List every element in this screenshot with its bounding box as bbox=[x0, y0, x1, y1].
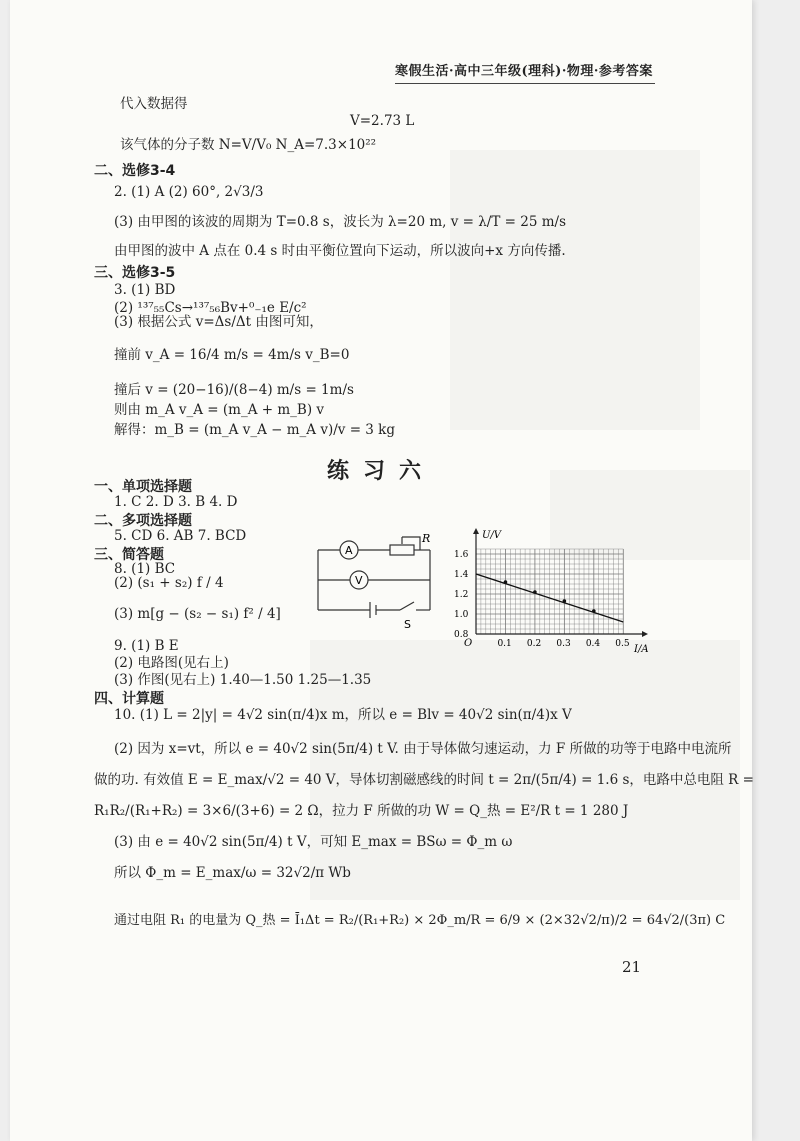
text-line: (3) 由甲图的该波的周期为 T=0.8 s，波长为 λ=20 m, v = λ/T = 25 m/s bbox=[114, 214, 566, 230]
y-tick-label: 1.6 bbox=[454, 550, 469, 560]
data-point bbox=[533, 590, 537, 594]
section-heading: 一、单项选择题 bbox=[94, 479, 192, 495]
graph-grid bbox=[476, 549, 623, 634]
page bbox=[10, 0, 752, 1141]
text-line: 该气体的分子数 N=V/V₀ N_A=7.3×10²² bbox=[120, 137, 377, 153]
section-heading: 三、简答题 bbox=[94, 547, 164, 563]
text-line: V=2.73 L bbox=[350, 113, 415, 129]
data-point bbox=[592, 609, 596, 613]
text-line: (3) 根据公式 v=Δs/Δt 由图可知， bbox=[114, 314, 323, 330]
text-line: (3) m[g − (s₂ − s₁) f² / 4] bbox=[114, 606, 281, 622]
section-heading: 二、选修3-4 bbox=[94, 163, 176, 179]
text-line: 1. C 2. D 3. B 4. D bbox=[114, 494, 238, 510]
switch-label: S bbox=[404, 618, 411, 631]
section-heading: 二、多项选择题 bbox=[94, 513, 192, 529]
text-line: 10. (1) L = 2|y| = 4√2 sin(π/4)x m，所以 e = Blv = 40√2 sin(π/4)x V bbox=[114, 707, 572, 723]
graph-axes bbox=[473, 528, 648, 637]
text-line: 9. (1) B E bbox=[114, 638, 179, 654]
text-line: 做的功. 有效值 E = E_max/√2 = 40 V，导体切割磁感线的时间 t = 2π/(5π/4) = 1.6 s，电路中总电阻 R = bbox=[94, 772, 754, 788]
section-title: 练习六 bbox=[326, 458, 435, 484]
text-line: 3. (1) BD bbox=[114, 282, 176, 298]
y-tick-label: 1.2 bbox=[454, 590, 469, 600]
running-header: 寒假生活·高中三年级(理科)·物理·参考答案 bbox=[395, 64, 653, 79]
text-line: 5. CD 6. AB 7. BCD bbox=[114, 528, 247, 544]
circuit-diagram bbox=[310, 532, 445, 632]
page-number: 21 bbox=[622, 958, 642, 976]
x-tick-label: 0.1 bbox=[497, 639, 512, 649]
data-point bbox=[504, 580, 508, 584]
graph-ticks bbox=[454, 530, 649, 655]
text-line: 撞后 v = (20−16)/(8−4) m/s = 1m/s bbox=[114, 382, 354, 398]
section-heading: 四、计算题 bbox=[94, 691, 164, 707]
ui-graph bbox=[446, 526, 656, 656]
y-tick-label: 0.8 bbox=[454, 630, 469, 640]
text-line: 所以 Φ_m = E_max/ω = 32√2/π Wb bbox=[114, 865, 351, 881]
x-tick-label: 0.4 bbox=[585, 639, 601, 649]
voltmeter-label: V bbox=[355, 574, 363, 587]
x-tick-label: 0.5 bbox=[615, 639, 630, 649]
origin-label: O bbox=[464, 638, 473, 649]
text-line: (2) (s₁ + s₂) f / 4 bbox=[114, 575, 224, 591]
y-axis-label: U/V bbox=[482, 530, 502, 541]
data-point bbox=[563, 599, 567, 603]
text-line: (2) 电路图(见右上) bbox=[114, 655, 229, 671]
x-axis-arrow bbox=[642, 631, 648, 637]
text-line: 解得：m_B = (m_A v_A − m_A v)/v = 3 kg bbox=[114, 422, 396, 438]
text-line: 2. (1) A (2) 60°, 2√3/3 bbox=[114, 184, 264, 200]
section-heading: 三、选修3-5 bbox=[94, 265, 176, 281]
header-rule bbox=[395, 83, 655, 84]
text-line: 撞前 v_A = 16/4 m/s = 4m/s v_B=0 bbox=[114, 347, 350, 363]
text-line: (2) ¹³⁷₅₅Cs→¹³⁷₅₆Bv+⁰₋₁e E/c² bbox=[114, 300, 307, 316]
text-line: 由甲图的波中 A 点在 0.4 s 时由平衡位置向下运动，所以波向+x 方向传播. bbox=[114, 243, 566, 259]
x-tick-label: 0.3 bbox=[556, 639, 571, 649]
x-tick-label: 0.2 bbox=[526, 639, 542, 649]
text-line: 代入数据得 bbox=[120, 96, 188, 112]
text-line: (2) 因为 x=vt，所以 e = 40√2 sin(5π/4) t V. 由于导体做匀速运动，力 F 所做的功等于电路中电流所 bbox=[114, 741, 732, 757]
text-line: (3) 由 e = 40√2 sin(5π/4) t V，可知 E_max = BSω = Φ_m ω bbox=[114, 834, 513, 850]
text-line: 通过电阻 R₁ 的电量为 Q_热 = Ī₁Δt = R₂/(R₁+R₂) × 2Φ_m/R = 6/9 × (2×32√2/π)/2 = 64√2/(3π) C bbox=[114, 913, 726, 928]
resistor-label: R bbox=[422, 532, 431, 545]
x-axis-label: I/A bbox=[634, 644, 649, 655]
y-axis-arrow bbox=[473, 528, 479, 534]
text-line: 则由 m_A v_A = (m_A + m_B) v bbox=[114, 402, 325, 418]
text-line: R₁R₂/(R₁+R₂) = 3×6/(3+6) = 2 Ω，拉力 F 所做的功 W = Q_热 = E²/R t = 1 280 J bbox=[94, 803, 629, 819]
y-tick-label: 1.4 bbox=[454, 570, 469, 580]
text-line: 8. (1) BC bbox=[114, 561, 176, 577]
ammeter-label: A bbox=[345, 544, 353, 557]
text-line: (3) 作图(见右上) 1.40—1.50 1.25—1.35 bbox=[114, 672, 372, 688]
y-tick-label: 1.0 bbox=[454, 610, 469, 620]
